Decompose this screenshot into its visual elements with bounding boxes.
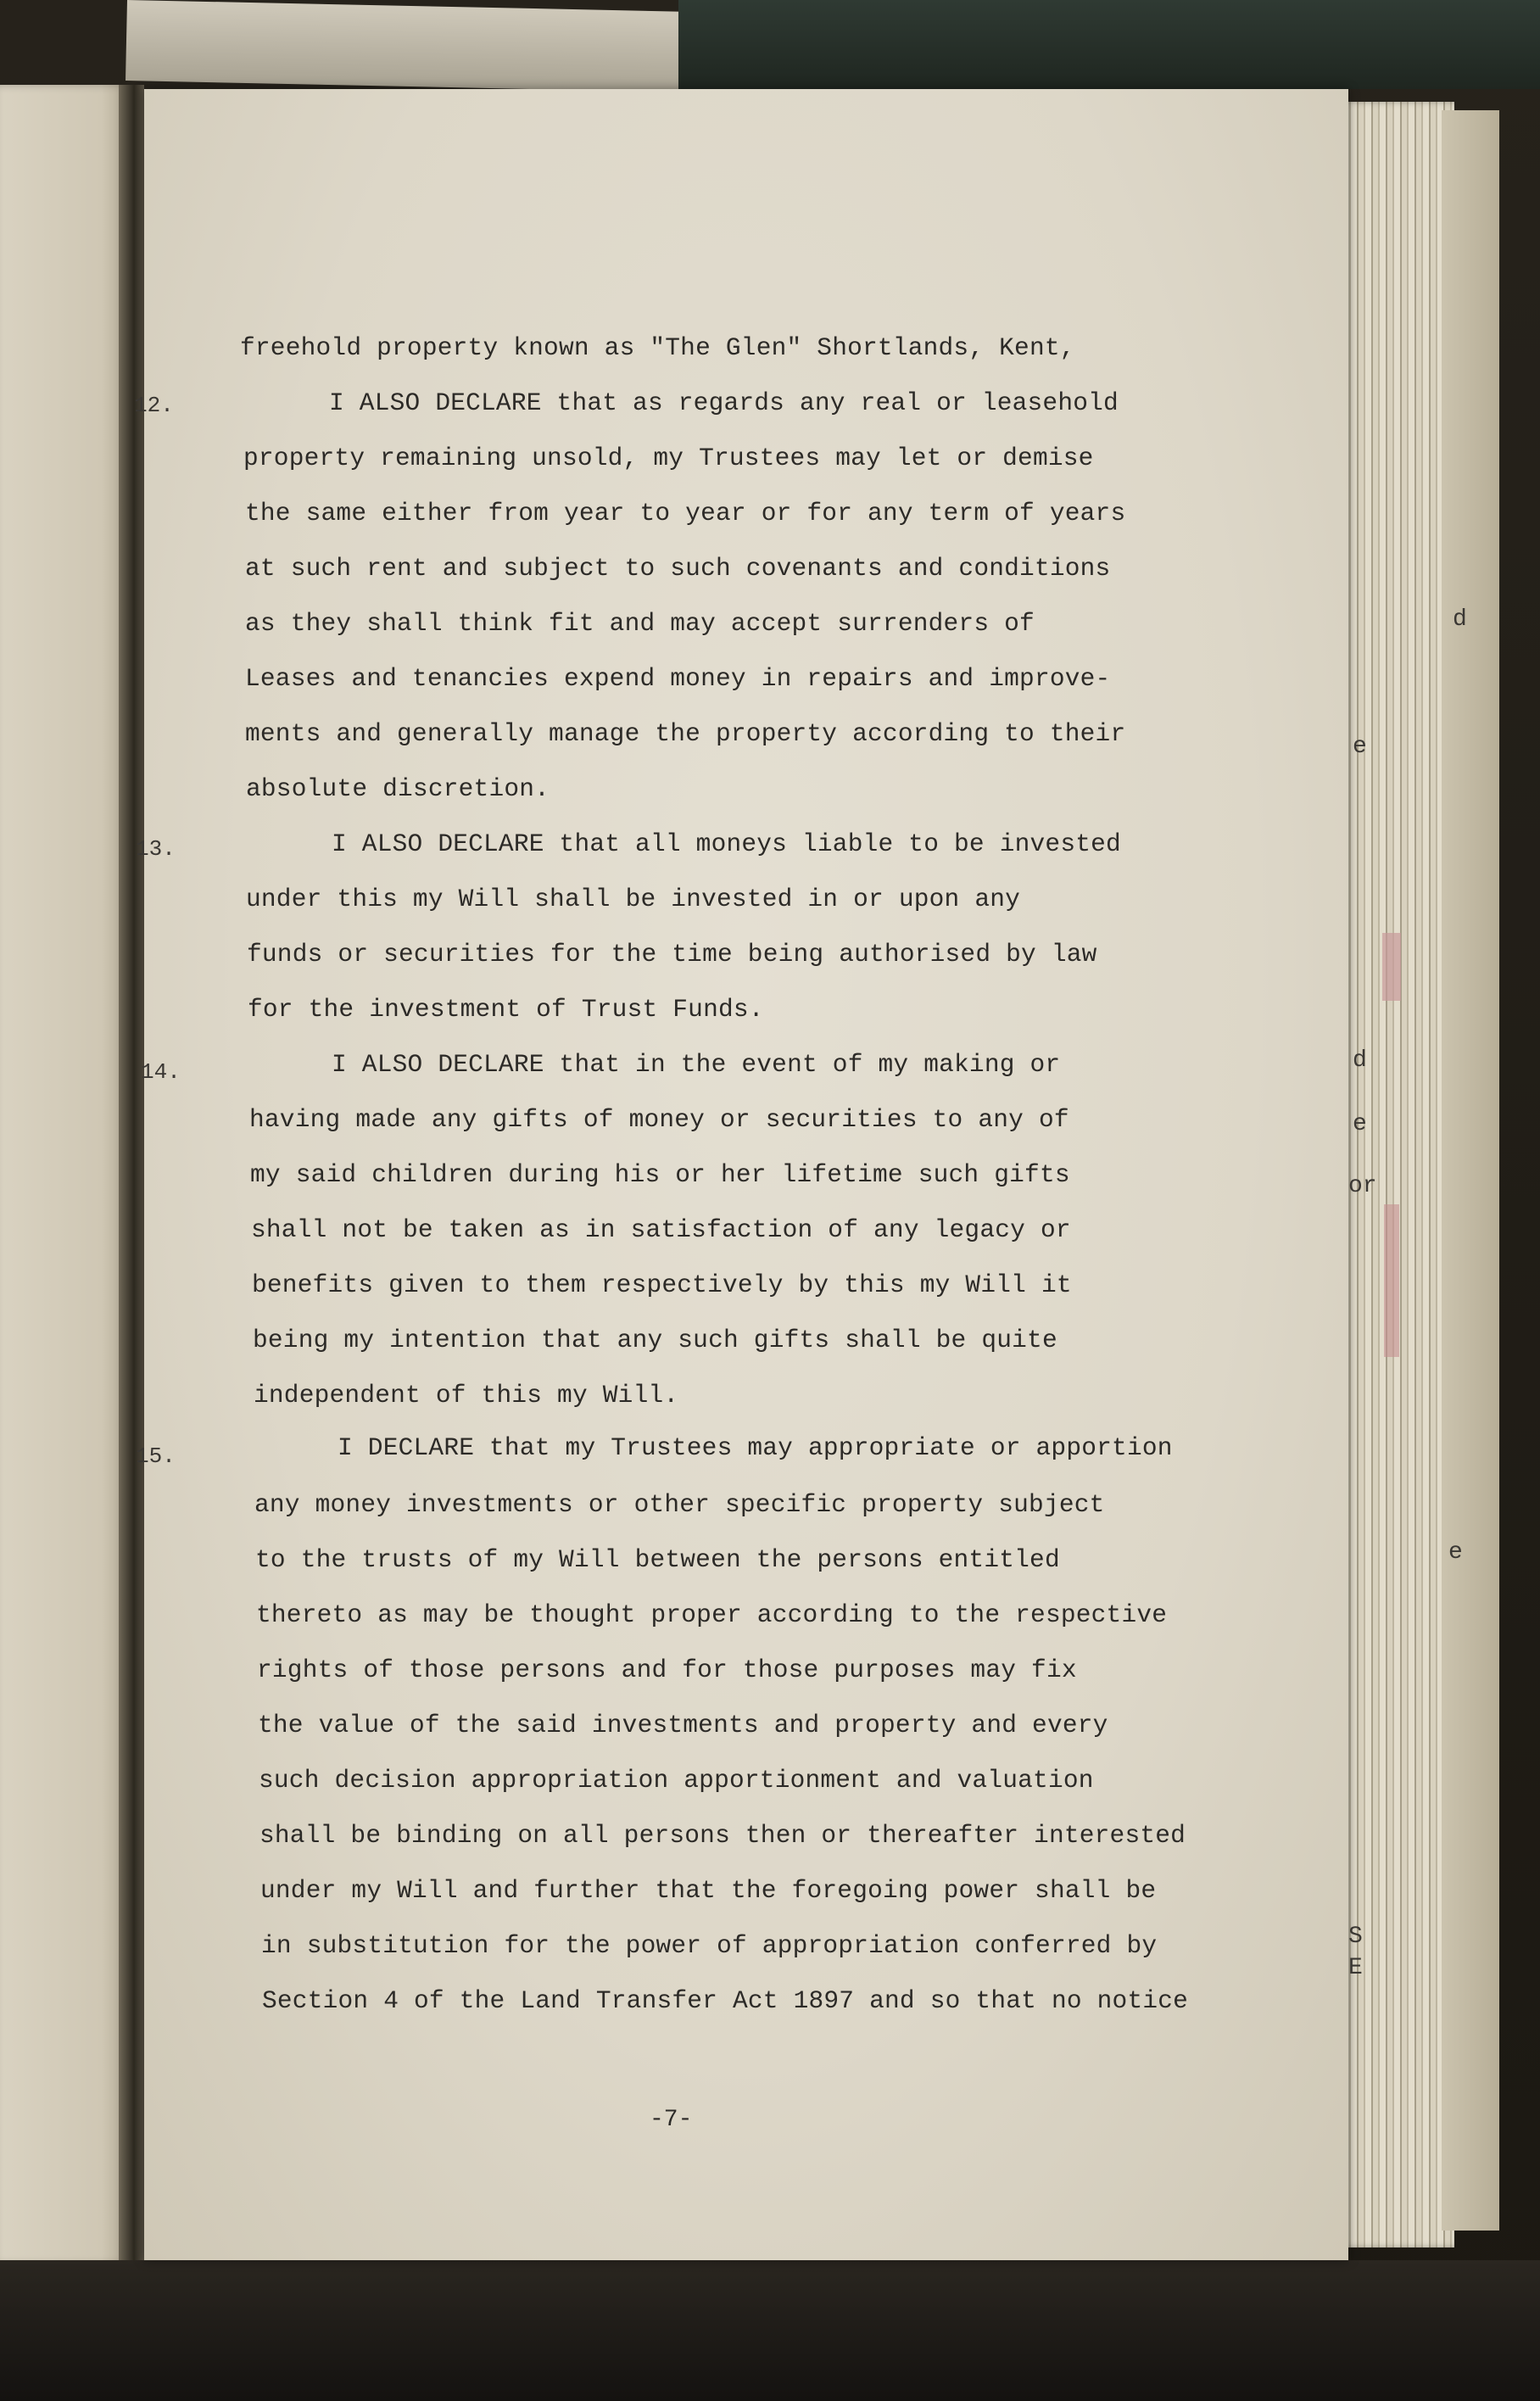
underlying-page-letter: e [1353,734,1367,760]
underlying-page-letter: e [1353,1111,1367,1137]
text-line: at such rent and subject to such covenants and conditions [245,554,1111,583]
page-number: -7- [650,2107,693,2133]
text-line: I ALSO DECLARE that in the event of my making or [332,1050,1061,1079]
text-line: I DECLARE that my Trustees may appropriate or apportion [338,1433,1173,1462]
folded-tab [126,0,687,92]
underlying-page-letter: e [1448,1539,1463,1566]
text-line: I ALSO DECLARE that all moneys liable to be invested [332,829,1121,858]
text-line: freehold property known as "The Glen" Shortlands, Kent, [240,333,1075,362]
text-line: under this my Will shall be invested in or upon any [246,885,1021,913]
text-line: being my intention that any such gifts shall be quite [253,1326,1057,1354]
text-line: to the trusts of my Will between the persons entitled [255,1545,1060,1574]
underlying-page [1442,110,1499,2231]
underlying-page-letter: d [1353,1047,1367,1074]
clause-number: 15. [136,1443,176,1469]
text-line: Leases and tenancies expend money in repairs and improve- [245,664,1111,693]
text-line: property remaining unsold, my Trustees may let or demise [243,444,1094,472]
red-seal-trace [1382,933,1401,1001]
clause-number: 13. [136,836,176,862]
text-line: I ALSO DECLARE that as regards any real or leasehold [329,388,1119,417]
clause-number: 12. [134,393,174,418]
cover-board-top [678,0,1540,89]
text-line: rights of those persons and for those purposes may fix [257,1656,1077,1684]
text-line: my said children during his or her lifetime such gifts [250,1160,1070,1189]
text-line: funds or securities for the time being authorised by law [247,940,1097,969]
text-line: independent of this my Will. [254,1381,679,1410]
text-line: the value of the said investments and property and every [258,1711,1108,1739]
text-line: such decision appropriation apportionment and valuation [259,1766,1094,1795]
text-line: absolute discretion. [246,774,550,803]
text-line: thereto as may be thought proper according to the respective [256,1600,1168,1629]
text-line: shall not be taken as in satisfaction of any legacy or [251,1215,1071,1244]
text-line: under my Will and further that the foregoing power shall be [260,1876,1157,1905]
text-line: any money investments or other specific property subject [254,1490,1105,1519]
text-line: in substitution for the power of appropriation conferred by [261,1931,1158,1960]
cover-board-bottom [0,2260,1540,2401]
facing-page-left [0,85,127,2264]
underlying-page-letter: d [1453,606,1467,633]
text-line: ments and generally manage the property according to their [245,719,1126,748]
red-seal-trace [1384,1204,1399,1357]
underlying-page-letter: S [1348,1924,1363,1950]
text-line: benefits given to them respectively by this my Will it [252,1270,1072,1299]
clause-number: 14. [141,1059,181,1085]
text-line: Section 4 of the Land Transfer Act 1897 and so that no notice [262,1986,1189,2015]
underlying-page-letter: E [1348,1955,1363,1981]
underlying-page-letter: or [1348,1173,1377,1199]
text-line: as they shall think fit and may accept surrenders of [245,609,1035,638]
text-line: for the investment of Trust Funds. [248,995,764,1024]
text-line: shall be binding on all persons then or thereafter interested [259,1821,1186,1850]
text-line: having made any gifts of money or securities to any of [249,1105,1069,1134]
text-line: the same either from year to year or for any term of years [245,499,1126,528]
